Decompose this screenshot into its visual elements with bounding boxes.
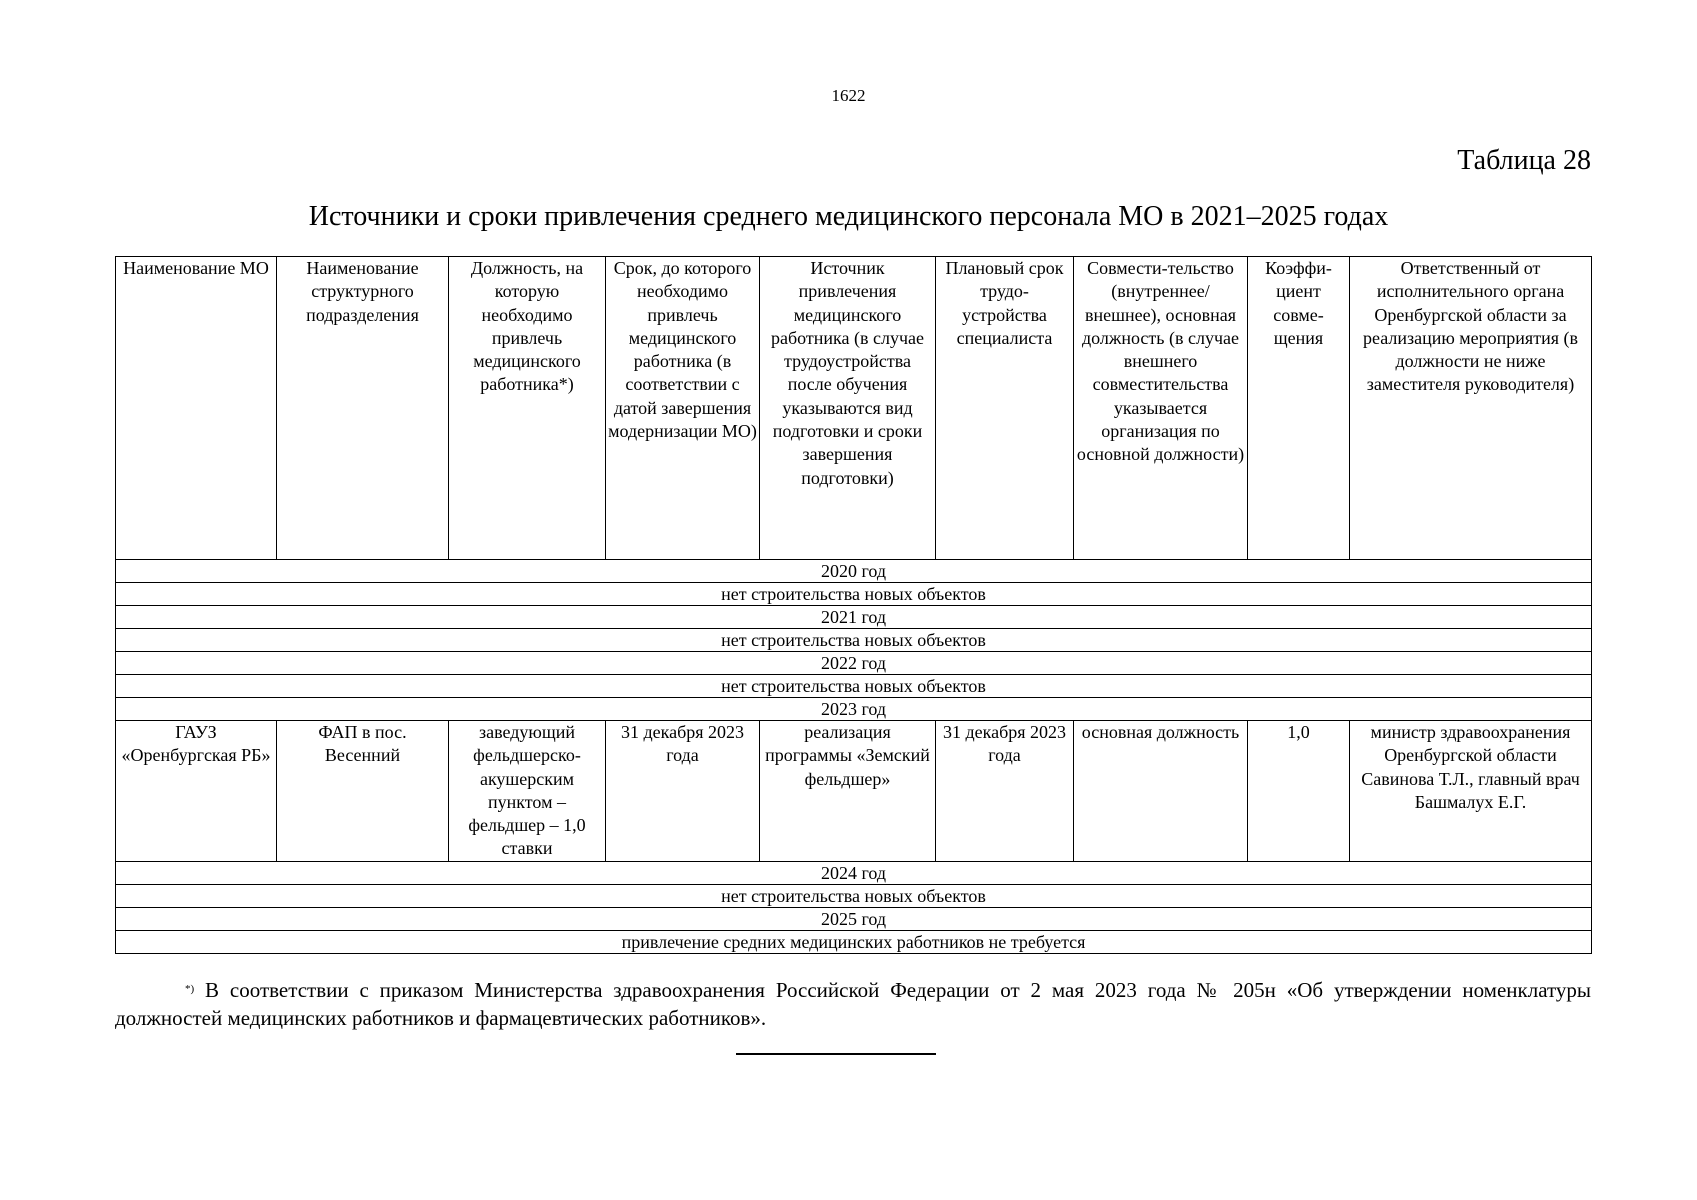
note-row [116,629,1592,652]
year-cell: 2022 год [116,652,1592,675]
cell-responsible: министр здравоохранения Оренбургской области Савинова Т.Л., главный врач Башмалух Е.Г. [1350,721,1592,862]
cell-combination: основная должность [1074,721,1248,862]
year-row [116,907,1592,930]
year-row [116,698,1592,721]
note-cell: нет строительства новых объектов [116,629,1592,652]
footnote-marker: *) [185,983,195,995]
cell-hire-date: 31 декабря 2023 года [936,721,1074,862]
year-row [116,560,1592,583]
header-cell-position: Должность, на которую необходимо привлечь медицинского работника*) [449,257,606,560]
year-row [116,606,1592,629]
cell-deadline: 31 декабря 2023 года [606,721,760,862]
year-cell: 2020 год [116,560,1592,583]
note-row [116,884,1592,907]
header-cell-coefficient: Коэффи-циент совме-щения [1248,257,1350,560]
note-cell: привлечение средних медицинских работников не требуется [116,930,1592,953]
table-label: Таблица 28 [1457,145,1591,176]
cell-coefficient: 1,0 [1248,721,1350,862]
year-cell: 2025 год [116,907,1592,930]
cell-position: заведующий фельдшерско-акушерским пунктом – фельдшер – 1,0 ставки [449,721,606,862]
note-cell: нет строительства новых объектов [116,675,1592,698]
page-number: 1622 [831,86,866,105]
note-cell: нет строительства новых объектов [116,884,1592,907]
note-row [116,583,1592,606]
header-cell-source: Источник привлечения медицинского работника (в случае трудоустройства после обучения указываются вид подготовки и сроки завершения подготовки) [760,257,936,560]
cell-source: реализация программы «Земский фельдшер» [760,721,936,862]
note-cell: нет строительства новых объектов [116,583,1592,606]
header-cell-mo: Наименование МО [116,257,277,560]
header-cell-hire-date: Плановый срок трудо-устройства специалиста [936,257,1074,560]
footnote-text: В соответствии с приказом Министерства здравоохранения Российской Федерации от 2 мая 2023 года № 205н «Об утверждении номенклатуры должностей медицинских работников и фармацевтических работников». [115,978,1591,1030]
table-row [116,721,1592,862]
table-title: Источники и сроки привлечения среднего медицинского персонала МО в 2021–2025 годах [308,201,1389,232]
header-cell-unit: Наименование структурного подразделения [277,257,449,560]
year-cell: 2023 год [116,698,1592,721]
year-cell: 2021 год [116,606,1592,629]
end-divider [736,1053,936,1055]
header-cell-deadline: Срок, до которого необходимо привлечь медицинского работника (в соответствии с датой завершения модернизации МО) [606,257,760,560]
header-row [116,257,1592,560]
year-row [116,861,1592,884]
note-row [116,675,1592,698]
year-row [116,652,1592,675]
header-cell-combination: Совмести-тельство (внутреннее/ внешнее), основная должность (в случае внешнего совместительства указывается организация по основной должности) [1074,257,1248,560]
year-cell: 2024 год [116,861,1592,884]
note-row [116,930,1592,953]
cell-unit: ФАП в пос. Весенний [277,721,449,862]
cell-mo: ГАУЗ «Оренбургская РБ» [116,721,277,862]
header-cell-responsible: Ответственный от исполнительного органа Оренбургской области за реализацию мероприятия (в должности не ниже заместителя руководителя) [1350,257,1592,560]
sources-table [115,256,1592,954]
footnote [115,975,1591,1032]
